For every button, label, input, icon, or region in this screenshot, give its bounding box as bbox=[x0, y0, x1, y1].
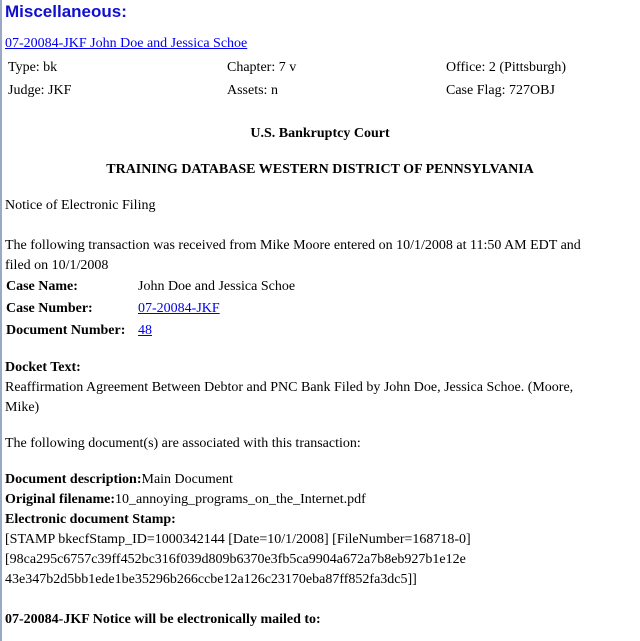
case-name-label: Case Name: bbox=[6, 279, 78, 294]
document-description-label: Document description: bbox=[5, 472, 142, 487]
document-stamp-line-1: [STAMP bkecfStamp_ID=1000342144 [Date=10/1/2008] [FileNumber=168718-0] bbox=[5, 532, 471, 547]
notice-title: Notice of Electronic Filing bbox=[5, 198, 156, 213]
document-number-link[interactable]: 48 bbox=[138, 323, 152, 338]
document-stamp-line-2: [98ca295c6757c39ff452bc316f039d809b6370e3fb5ca9904a672a7b8eb927b1e12e bbox=[5, 552, 466, 567]
case-link[interactable]: 07-20084-JKF John Doe and Jessica Schoe bbox=[5, 36, 248, 51]
case-name-value: John Doe and Jessica Schoe bbox=[138, 279, 296, 294]
case-type: Type: bk bbox=[8, 60, 58, 75]
docket-text-line-2: Mike) bbox=[5, 400, 40, 415]
original-filename-label: Original filename: bbox=[5, 492, 116, 507]
document-number-label: Document Number: bbox=[6, 323, 126, 338]
transaction-line-2: filed on 10/1/2008 bbox=[5, 258, 109, 273]
docket-text-line-1: Reaffirmation Agreement Between Debtor and PNC Bank Filed by John Doe, Jessica Schoe. (Moore, bbox=[5, 380, 574, 395]
section-title: Miscellaneous: bbox=[5, 2, 127, 21]
document-stamp-label: Electronic document Stamp: bbox=[5, 512, 176, 527]
documents-intro: The following document(s) are associated with this transaction: bbox=[5, 436, 361, 451]
case-number-link[interactable]: 07-20084-JKF bbox=[138, 301, 220, 316]
court-name: U.S. Bankruptcy Court bbox=[250, 126, 390, 141]
case-judge: Judge: JKF bbox=[8, 83, 72, 98]
document-description-row bbox=[5, 471, 233, 489]
district-name: TRAINING DATABASE WESTERN DISTRICT OF PENNSYLVANIA bbox=[106, 162, 534, 177]
case-number-label: Case Number: bbox=[6, 301, 93, 316]
case-flag: Case Flag: 727OBJ bbox=[446, 83, 555, 98]
original-filename-row bbox=[5, 491, 366, 509]
original-filename-value: 10_annoying_programs_on_the_Internet.pdf bbox=[115, 492, 366, 507]
document-description-value: Main Document bbox=[141, 472, 233, 487]
left-border bbox=[0, 0, 2, 641]
case-assets: Assets: n bbox=[227, 83, 278, 98]
transaction-line-1: The following transaction was received from Mike Moore entered on 10/1/2008 at 11:50 AM EDT and bbox=[5, 238, 581, 253]
mailed-to-heading: 07-20084-JKF Notice will be electronically mailed to: bbox=[5, 612, 321, 627]
case-office: Office: 2 (Pittsburgh) bbox=[446, 60, 567, 75]
docket-text-label: Docket Text: bbox=[5, 360, 81, 375]
case-chapter: Chapter: 7 v bbox=[227, 60, 297, 75]
document-stamp-line-3: 43e347b2d5bb1ede1be35296b266ccbe12a126c23170eba87ff852fa3dc5]] bbox=[5, 572, 417, 587]
